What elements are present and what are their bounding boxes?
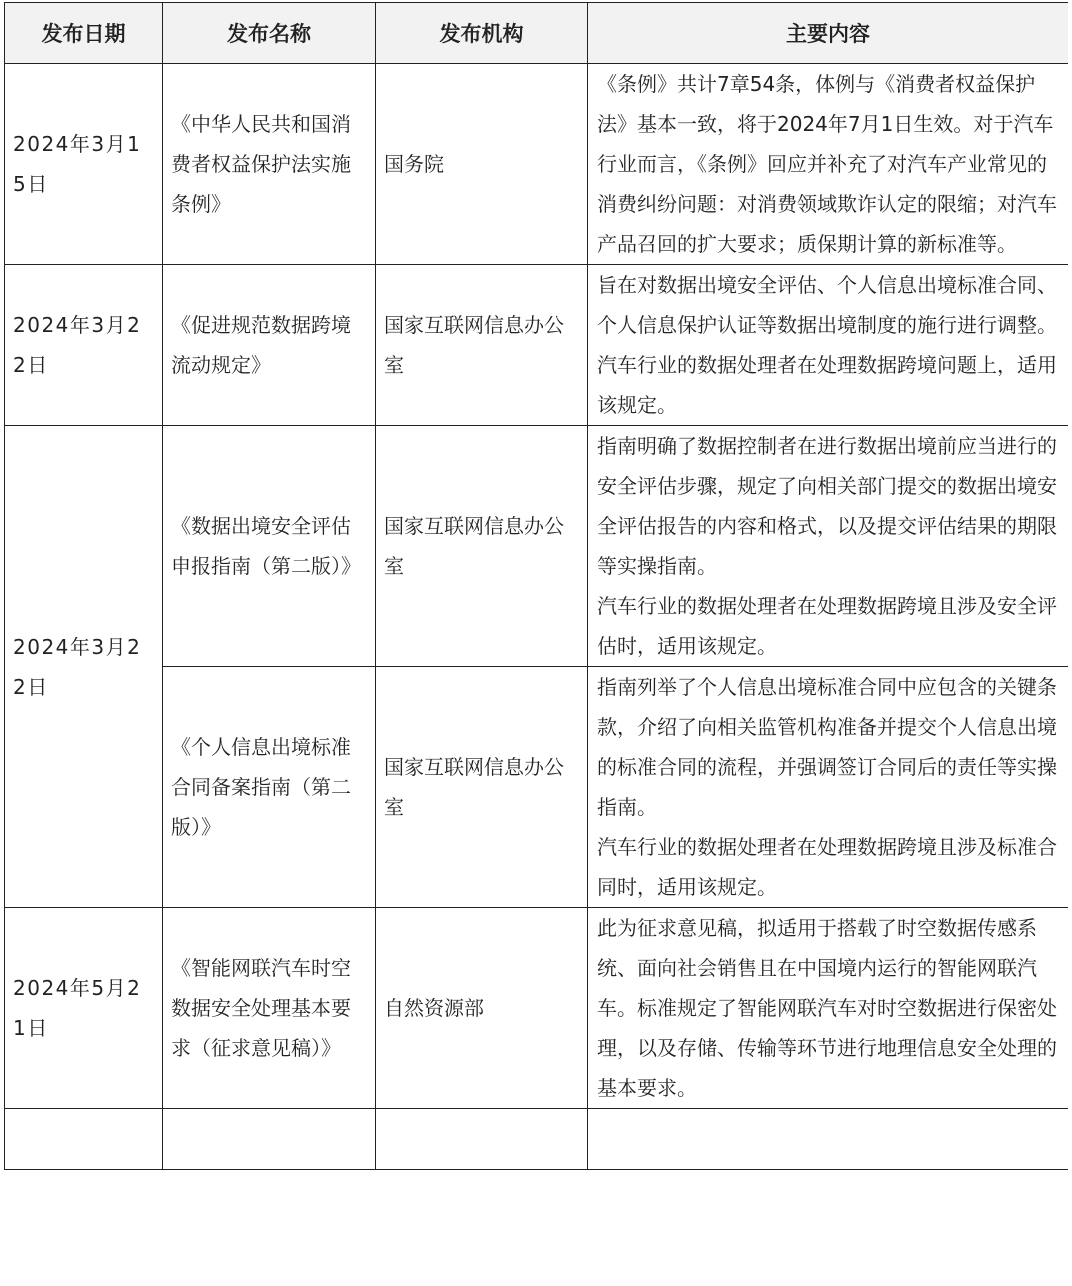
- table-row: [5, 64, 1069, 265]
- table-row-cut-off: [5, 1109, 1069, 1170]
- empty-cell: [163, 1109, 376, 1170]
- table-row: [5, 426, 1069, 667]
- content-cell: [588, 908, 1069, 1109]
- content-paragraph: 指南列举了个人信息出境标准合同中应包含的关键条款，介绍了向相关监管机构准备并提交个人信息出境的标准合同的流程，并强调签订合同后的责任等实操指南。: [597, 675, 1057, 819]
- name-cell: 《促进规范数据跨境流动规定》: [163, 265, 376, 426]
- date-cell: 2024年3月22日: [5, 426, 163, 908]
- content-cell: [588, 667, 1069, 908]
- header-content: 主要内容: [588, 3, 1069, 64]
- content-paragraph: 汽车行业的数据处理者在处理数据跨境问题上，适用该规定。: [597, 353, 1057, 417]
- agency-cell: 国家互联网信息办公室: [376, 426, 588, 667]
- content-paragraph: 《条例》共计7章54条，体例与《消费者权益保护法》基本一致，将于2024年7月1日生效。对于汽车行业而言，《条例》回应并补充了对汽车产业常见的消费纠纷问题：对消费领域欺诈认定的限缩；对汽车产品召回的扩大要求；质保期计算的新标准等。: [597, 72, 1057, 256]
- content-cell: [588, 64, 1069, 265]
- content-cell: [588, 426, 1069, 667]
- empty-cell: [376, 1109, 588, 1170]
- header-agency: 发布机构: [376, 3, 588, 64]
- date-cell: 2024年3月22日: [5, 265, 163, 426]
- agency-cell: 国家互联网信息办公室: [376, 265, 588, 426]
- name-cell: 《数据出境安全评估申报指南（第二版）》: [163, 426, 376, 667]
- empty-cell: [5, 1109, 163, 1170]
- content-paragraph: 汽车行业的数据处理者在处理数据跨境且涉及安全评估时，适用该规定。: [597, 594, 1057, 658]
- date-cell: 2024年5月21日: [5, 908, 163, 1109]
- name-cell: 《个人信息出境标准合同备案指南（第二版）》: [163, 667, 376, 908]
- content-paragraph: 指南明确了数据控制者在进行数据出境前应当进行的安全评估步骤，规定了向相关部门提交的数据出境安全评估报告的内容和格式，以及提交评估结果的期限等实操指南。: [597, 434, 1057, 578]
- header-name: 发布名称: [163, 3, 376, 64]
- content-cell: [588, 265, 1069, 426]
- table-row: [5, 265, 1069, 426]
- content-paragraph: 汽车行业的数据处理者在处理数据跨境且涉及标准合同时，适用该规定。: [597, 835, 1057, 899]
- date-cell: 2024年3月15日: [5, 64, 163, 265]
- table-container: [4, 2, 1068, 1286]
- agency-cell: 自然资源部: [376, 908, 588, 1109]
- name-cell: 《智能网联汽车时空数据安全处理基本要求（征求意见稿）》: [163, 908, 376, 1109]
- regulations-table: [4, 2, 1068, 1170]
- table-row: [5, 667, 1069, 908]
- agency-cell: 国家互联网信息办公室: [376, 667, 588, 908]
- table-row: [5, 908, 1069, 1109]
- name-cell: 《中华人民共和国消费者权益保护法实施条例》: [163, 64, 376, 265]
- content-paragraph: 此为征求意见稿，拟适用于搭载了时空数据传感系统、面向社会销售且在中国境内运行的智能网联汽车。标准规定了智能网联汽车对时空数据进行保密处理，以及存储、传输等环节进行地理信息安全处理的基本要求。: [597, 916, 1057, 1100]
- agency-cell: 国务院: [376, 64, 588, 265]
- header-date: 发布日期: [5, 3, 163, 64]
- header-row: [5, 3, 1069, 64]
- content-paragraph: 旨在对数据出境安全评估、个人信息出境标准合同、个人信息保护认证等数据出境制度的施行进行调整。: [597, 273, 1057, 337]
- empty-cell: [588, 1109, 1069, 1170]
